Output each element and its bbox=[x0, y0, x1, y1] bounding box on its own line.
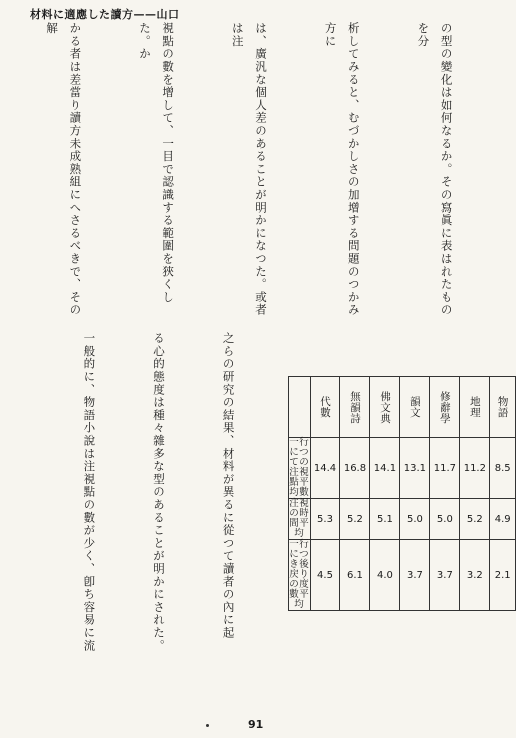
footer-dot bbox=[206, 724, 209, 727]
table-column-header: 韻文 bbox=[400, 377, 430, 438]
table-cell: 3.7 bbox=[430, 540, 460, 611]
upper-text-block bbox=[26, 22, 504, 322]
table-row-header: 一行につての注視點平均數 bbox=[289, 437, 310, 498]
table-cell: 5.2 bbox=[460, 499, 490, 540]
table-column-header: 修辭學 bbox=[430, 377, 460, 438]
upper-line: の型の變化は如何なるか。その寫眞に表はれたものを分 bbox=[416, 22, 454, 317]
table-cell: 16.8 bbox=[340, 438, 370, 499]
page-number: 91 bbox=[248, 718, 264, 731]
table-row bbox=[289, 540, 516, 611]
table-cell: 11.7 bbox=[430, 438, 460, 499]
table-corner-cell bbox=[289, 377, 311, 438]
table-column-header: 地理 bbox=[460, 377, 490, 438]
table-column-header: 無韻詩 bbox=[340, 377, 370, 438]
table-column-header: 代數 bbox=[310, 377, 340, 438]
table-cell: 11.2 bbox=[460, 438, 490, 499]
table-cell: 14.4 bbox=[310, 438, 340, 499]
table-cell: 8.5 bbox=[490, 438, 516, 499]
table-column-header: 物語 bbox=[490, 377, 516, 438]
table-header-row bbox=[289, 377, 516, 438]
table-cell: 13.1 bbox=[400, 438, 430, 499]
running-header: 材料に適應した讀方——山口 bbox=[30, 8, 180, 21]
table-cell: 3.7 bbox=[400, 540, 430, 611]
table-cell: 14.1 bbox=[370, 438, 400, 499]
table-cell: 2.1 bbox=[490, 540, 516, 611]
table-cell: 4.9 bbox=[490, 499, 516, 540]
lower-text-block bbox=[70, 332, 286, 702]
table-row bbox=[289, 438, 516, 499]
table-cell: 5.3 bbox=[310, 499, 340, 540]
table-cell: 3.2 bbox=[460, 540, 490, 611]
lower-line: 一般的に、物語小說は注視點の數が少く、卽ち容易に流 bbox=[82, 332, 97, 652]
upper-line: は、廣汎な個人差のあることが明かになつた。或者は注 bbox=[230, 22, 268, 317]
table-cell: 5.1 bbox=[370, 499, 400, 540]
table-cell: 5.0 bbox=[400, 499, 430, 540]
table-row-header: 一行につき後戻りの度數平均 bbox=[289, 539, 310, 610]
upper-line: かる者は差當り讀方未成熟組にへさるべきで、その解 bbox=[45, 22, 83, 317]
table-cell: 4.5 bbox=[310, 540, 340, 611]
reading-data-table bbox=[288, 376, 516, 611]
upper-line: 視點の數を增して、一目で認識する範圍を狹くした。か bbox=[137, 22, 176, 304]
table-row bbox=[289, 499, 516, 540]
lower-line: る心的態度は種々雜多な型のあることが明かにされた。 bbox=[151, 332, 166, 652]
table-cell: 5.0 bbox=[430, 499, 460, 540]
table-cell: 4.0 bbox=[370, 540, 400, 611]
upper-line: 析してみると、むづかしさの加增する問題のつかみ方に bbox=[323, 22, 361, 317]
table-cell: 6.1 bbox=[340, 540, 370, 611]
table-row-header: 注視の時間平均 bbox=[289, 498, 310, 539]
table-cell: 5.2 bbox=[340, 499, 370, 540]
lower-line: 之らの研究の結果、材料が異るに從つて讀者の內に起 bbox=[221, 332, 236, 640]
table-column-header: 佛文典 bbox=[370, 377, 400, 438]
